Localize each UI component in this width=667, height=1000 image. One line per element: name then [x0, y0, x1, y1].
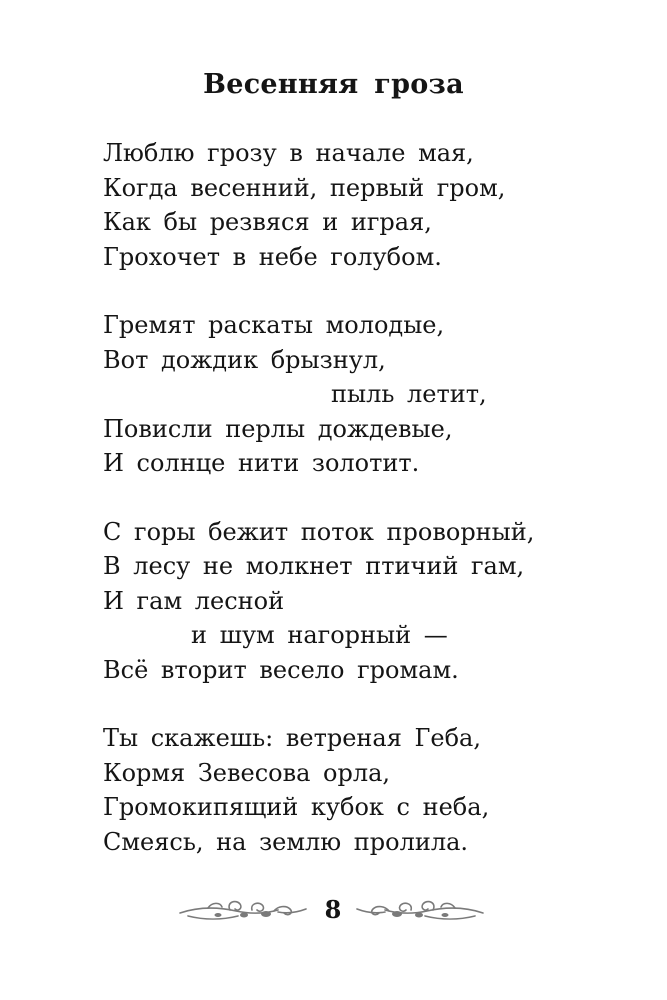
poem-line: Как бы резвяся и играя,: [103, 208, 432, 236]
poem-line: Вот дождик брызнул,: [103, 345, 386, 374]
stanza-4: [103, 721, 623, 859]
poem-title: Весенняя гроза: [203, 69, 464, 100]
poem-line-indented: и шум нагорный —: [191, 621, 448, 649]
stanza-1: [103, 136, 623, 274]
poem-line: И солнце нити золотит.: [103, 449, 420, 477]
poem-line: Повисли перлы дождевые,: [103, 414, 453, 443]
poem-line: С горы бежит поток проворный,: [103, 517, 535, 546]
poem-line: Люблю грозу в начале мая,: [103, 139, 474, 167]
flourish-ornament-icon: [355, 898, 485, 924]
poem-line: И гам лесной: [103, 586, 285, 615]
flourish-ornament-icon: [178, 898, 308, 924]
page-footer: [0, 892, 667, 932]
poem-body: [103, 136, 623, 893]
poem-line: Когда весенний, первый гром,: [103, 173, 506, 202]
poem-line: Ты скажешь: ветреная Геба,: [103, 724, 481, 752]
poem-line: Смеясь, на землю пролила.: [103, 827, 469, 856]
poem-line: Гремят раскаты молодые,: [103, 311, 445, 339]
poem-line: Всё вторит весело громам.: [103, 655, 459, 684]
poem-line: Громокипящий кубок с неба,: [103, 793, 490, 821]
page-number: 8: [324, 895, 342, 924]
stanza-2: [103, 308, 623, 481]
stanza-3: [103, 515, 623, 688]
poem-line-indented: пыль летит,: [331, 380, 487, 408]
poem-line: Грохочет в небе голубом.: [103, 242, 442, 271]
poem-line: В лесу не молкнет птичий гам,: [103, 552, 525, 580]
poem-line: Кормя Зевесова орла,: [103, 758, 391, 787]
